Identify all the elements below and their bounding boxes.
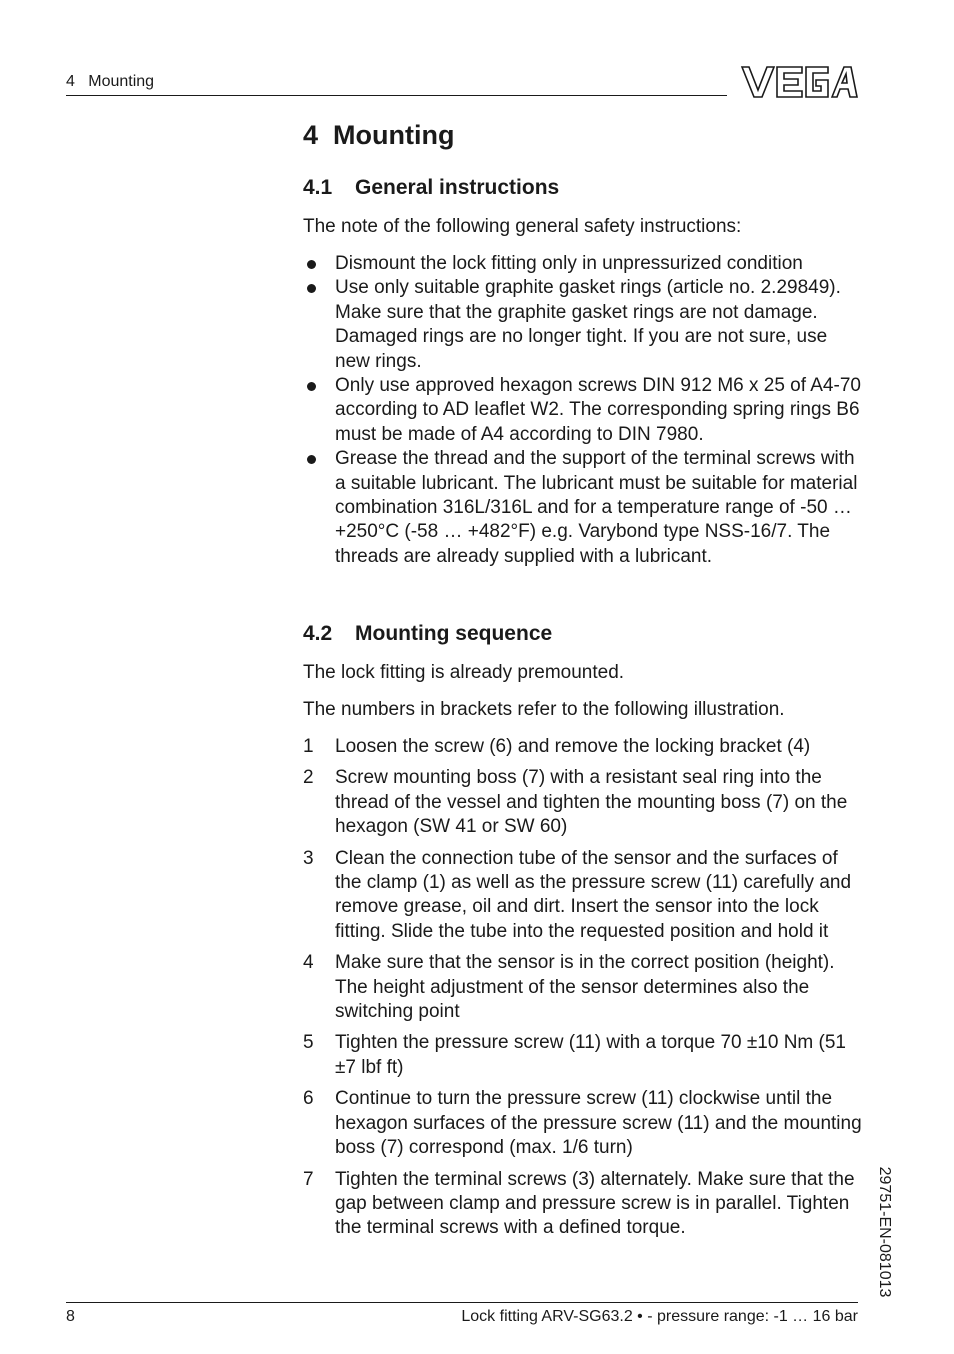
bullet-icon — [307, 284, 316, 293]
section-title: General instructions — [355, 176, 560, 199]
document-code — [872, 1158, 896, 1306]
list-item — [303, 1031, 863, 1080]
step-text: Continue to turn the pressure screw (11) clockwise until the hexagon surfaces of the pressure screw (11) and the mounting boss (7) correspond (max. 1/6 turn) — [335, 1088, 862, 1159]
section-heading-mounting-sequence — [303, 622, 552, 646]
section-number: 4.2 — [303, 622, 333, 645]
section-heading-general — [303, 176, 559, 200]
step-text: Tighten the pressure screw (11) with a torque 70 ±10 Nm (51 ±7 lbf ft) — [335, 1032, 846, 1078]
step-number: 7 — [303, 1168, 314, 1190]
step-text: Screw mounting boss (7) with a resistant seal ring into the thread of the vessel and tighten the mounting boss (7) on the hexagon (SW 41 or SW 60) — [335, 767, 848, 838]
bullet-text: Grease the thread and the support of the terminal screws with a suitable lubricant. The lubricant must be suitable for material combination 316L/316L and for a temperature range of -50 … +250°C (-58 … +482°F) e.g. Varybond type NSS-16/7. The threads are already supplied with a lubricant. — [335, 448, 858, 567]
step-text: Loosen the screw (6) and remove the locking bracket (4) — [335, 736, 811, 757]
premounted-note: The lock fitting is already premounted. — [303, 662, 625, 683]
list-item — [303, 847, 863, 945]
vega-logo-mark — [740, 64, 858, 100]
bullet-text: Use only suitable graphite gasket rings (article no. 2.29849). Make sure that the graphite gasket rings are not damage. Damaged rings are no longer tight. If you are not sure, use new rings. — [335, 277, 841, 372]
list-item — [303, 951, 863, 1024]
general-intro: The note of the following general safety instructions: — [303, 216, 742, 237]
list-item — [303, 766, 863, 839]
step-number: 5 — [303, 1032, 314, 1054]
step-text: Tighten the terminal screws (3) alternately. Make sure that the gap between clamp and pressure screw is in parallel. Tighten the terminal screws with a defined torque. — [335, 1168, 855, 1239]
step-number: 1 — [303, 736, 314, 757]
bullet-icon — [307, 260, 316, 269]
vega-logo — [740, 64, 858, 100]
section-number: 4.1 — [303, 176, 333, 199]
bullet-icon — [307, 455, 316, 464]
list-item — [303, 447, 863, 569]
bullet-text: Only use approved hexagon screws DIN 912 M6 x 25 of A4-70 according to AD leaflet W2. The corresponding spring rings B6 must be made of A4 according to DIN 7980. — [335, 375, 861, 445]
step-text: Make sure that the sensor is in the correct position (height). The height adjustment of the sensor determines also the switching point — [335, 952, 835, 1023]
section-title: Mounting sequence — [355, 622, 553, 645]
bullet-icon — [307, 382, 316, 391]
header-rule — [66, 95, 727, 96]
document-code-text: 29751-EN-081013 — [876, 1166, 893, 1298]
chapter-title: 4 Mounting — [303, 120, 455, 150]
step-number: 4 — [303, 952, 314, 974]
safety-bullet-list — [303, 252, 863, 569]
list-item — [303, 735, 863, 759]
bullet-text: Dismount the lock fitting only in unpressurized condition — [335, 253, 803, 274]
step-text: Clean the connection tube of the sensor and the surfaces of the clamp (1) as well as the pressure screw (11) carefully and remove grease, oil and dirt. Insert the sensor into the lock fitting. Slide the tube into the requested position and hold it — [335, 847, 852, 942]
list-item — [303, 1168, 863, 1241]
list-item — [303, 1087, 863, 1160]
list-item — [303, 252, 863, 276]
running-head: 4 Mounting — [66, 73, 155, 90]
page-number: 8 — [66, 1308, 75, 1325]
step-number: 6 — [303, 1088, 314, 1110]
step-number: 3 — [303, 847, 314, 869]
step-number: 2 — [303, 767, 314, 789]
illustration-note: The numbers in brackets refer to the following illustration. — [303, 699, 785, 720]
footer-doc-title: Lock fitting ARV-SG63.2 • - pressure range: -1 … 16 bar — [461, 1308, 858, 1325]
list-item — [303, 276, 863, 374]
list-item — [303, 374, 863, 447]
footer-rule — [66, 1302, 858, 1303]
mounting-steps-list — [303, 735, 863, 1248]
